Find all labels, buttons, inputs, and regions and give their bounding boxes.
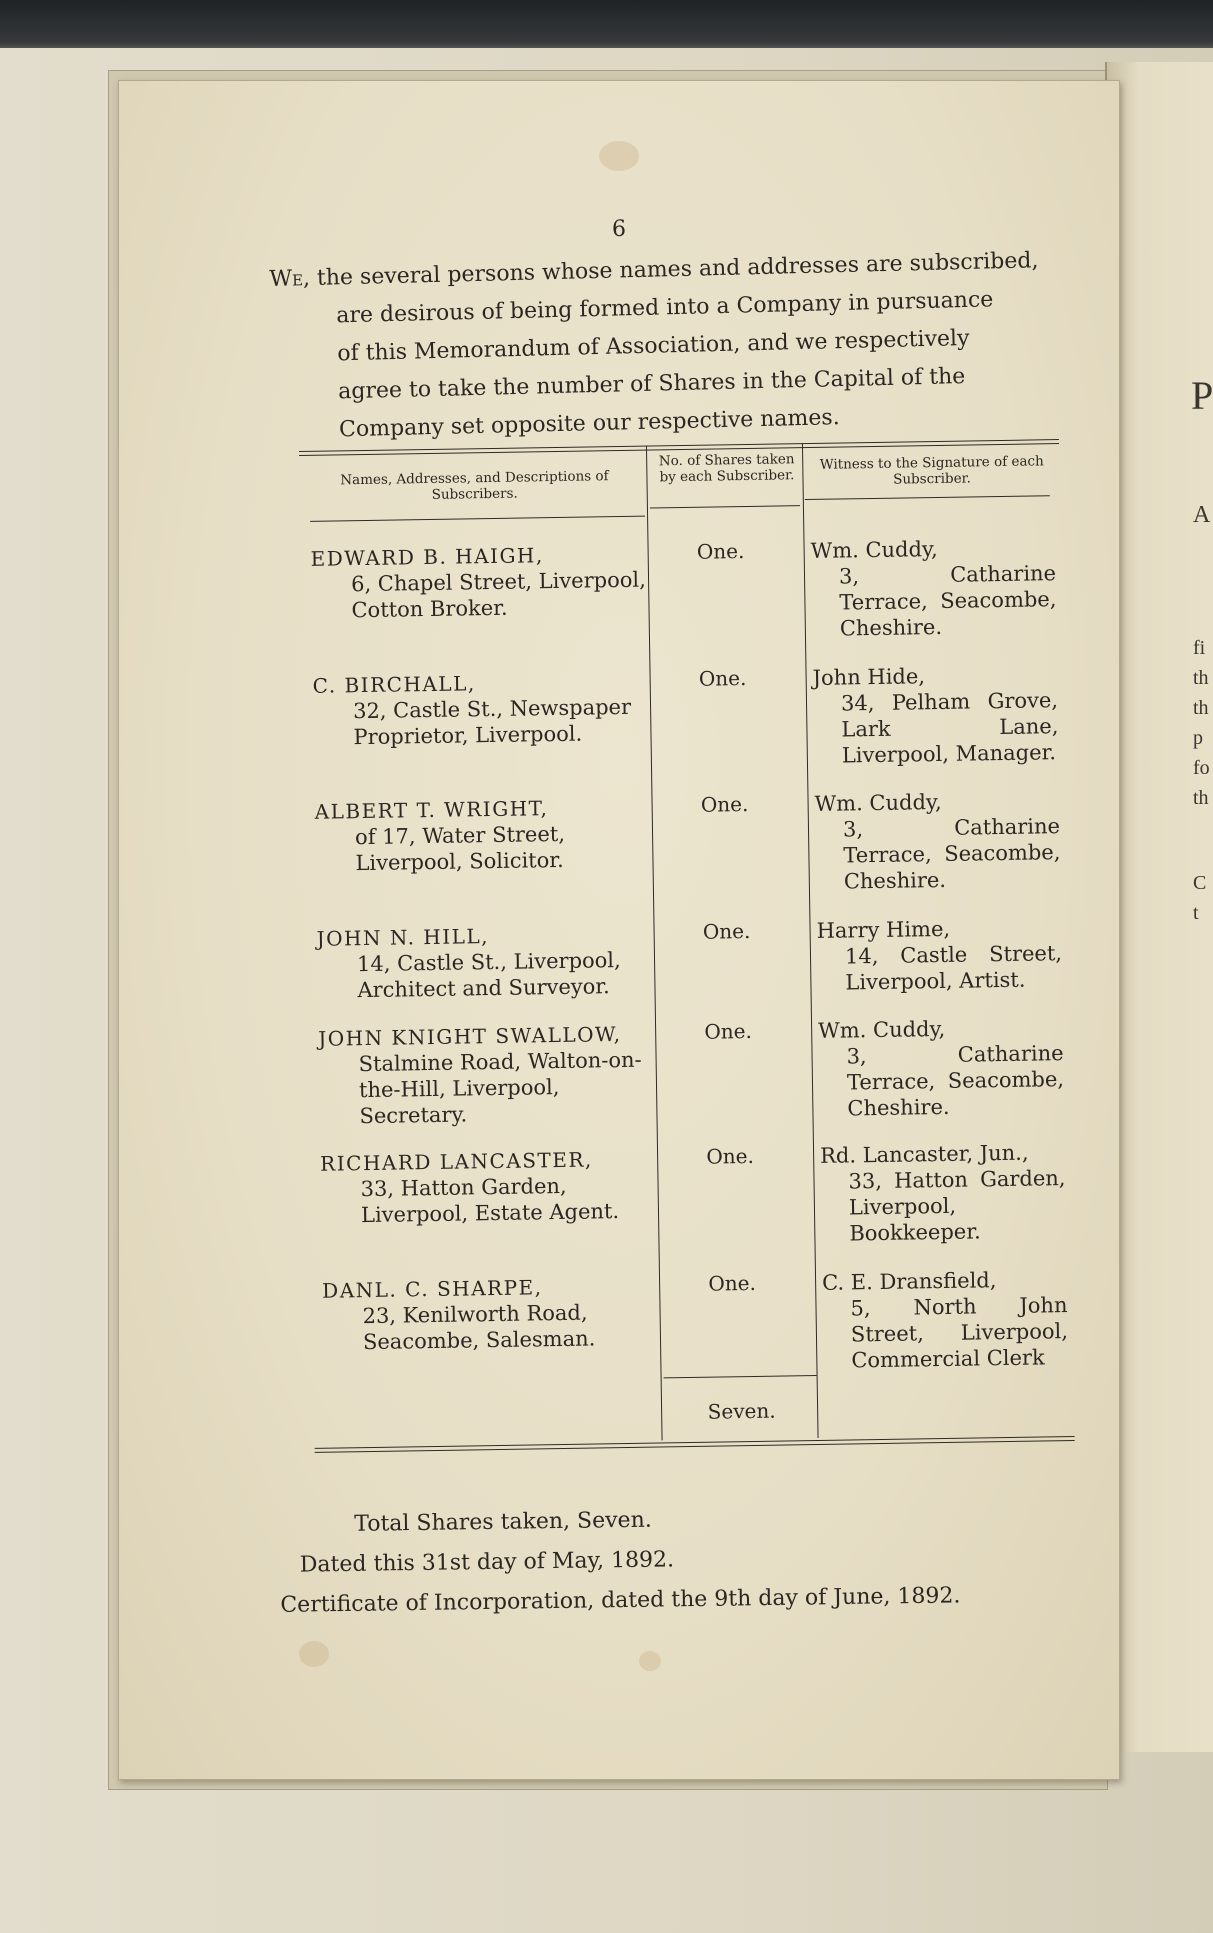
witness-address: 33, Hatton Garden, Liverpool, Bookkeeper. (848, 1166, 1066, 1246)
subscriber-cell (310, 541, 646, 624)
facing-page-fragment: C (1193, 872, 1207, 894)
facing-page-fragment: th (1193, 697, 1209, 719)
document-page (118, 80, 1120, 1780)
facing-page-fragment: fo (1193, 757, 1210, 779)
witness-address: 34, Pelham Grove, Lark Lane, Liverpool, Manager. (840, 688, 1059, 768)
total-shares-cell: Seven. (707, 1398, 776, 1424)
preamble-line: of this Memorandum of Association, and we respectively (336, 325, 970, 367)
certificate-line: Certificate of Incorporation, dated the 9th day of June, 1892. (280, 1583, 961, 1618)
witness-cell (818, 1014, 1065, 1122)
subscriber-cell (314, 794, 650, 877)
subscriber-cell (322, 1272, 658, 1355)
witness-name: Wm. Cuddy, (810, 536, 938, 563)
subscriber-address: Stalmine Road, Walton-on-the-Hill, Liverpool, Secretary. (358, 1047, 642, 1129)
subscriber-address: 14, Castle St., Liverpool, Architect and Surveyor. (356, 948, 621, 1003)
header-rule (805, 495, 1050, 500)
subscriber-cell (316, 921, 652, 1004)
preamble-text: the several persons whose names and addresses are subscribed, (316, 248, 1039, 291)
witness-cell (816, 914, 1062, 996)
total-shares-line: Total Shares taken, Seven. (354, 1507, 652, 1537)
subscriber-name: DANL. C. SHARPE, (322, 1275, 543, 1303)
shares-cell: One. (706, 1143, 755, 1169)
page-number: 6 (612, 217, 626, 242)
table-row (310, 1139, 1072, 1271)
table-bottom-rule (315, 1436, 1075, 1453)
witness-cell (814, 787, 1061, 895)
facing-page-fragment: th (1193, 787, 1209, 809)
subscriber-name: JOHN KNIGHT SWALLOW, (318, 1022, 622, 1051)
table-row (302, 661, 1064, 793)
shares-cell: One. (704, 1018, 753, 1044)
witness-cell (820, 1139, 1067, 1247)
shares-cell: One. (698, 666, 747, 691)
facing-page-fragment: fi (1193, 637, 1206, 659)
witness-name: C. E. Dransfield, (821, 1268, 997, 1295)
subscriber-address: of 17, Water Street, Liverpool, Solicitor. (354, 821, 566, 876)
stain (639, 1651, 661, 1671)
facing-page (1105, 62, 1213, 1752)
witness-name: Harry Hime, (816, 916, 951, 943)
subscriber-name: C. BIRCHALL, (312, 671, 476, 698)
footer (269, 1496, 991, 1626)
header-rule (650, 505, 800, 508)
witness-name: Wm. Cuddy, (817, 1016, 946, 1043)
shares-cell: One. (702, 918, 751, 944)
witness-cell (810, 534, 1057, 642)
table-row (308, 1014, 1070, 1146)
subscriber-cell (312, 668, 648, 751)
witness-cell (812, 661, 1059, 769)
subscriber-cell (318, 1021, 655, 1130)
subscriber-address: 33, Hatton Garden, Liverpool, Estate Agent. (360, 1173, 620, 1228)
witness-name: Wm. Cuddy, (814, 789, 942, 816)
header-witness: Witness to the Signature of each Subscriber. (819, 453, 1044, 488)
subscriber-cell (320, 1145, 656, 1228)
subscriber-name: EDWARD B. HAIGH, (310, 543, 544, 571)
shares-cell: One. (696, 539, 745, 564)
shares-cell: One. (700, 791, 749, 817)
facing-page-fragment: th (1193, 667, 1209, 689)
shares-cell: One. (708, 1270, 757, 1296)
table-row (304, 787, 1066, 919)
table-row (312, 1266, 1074, 1398)
subscriber-name: RICHARD LANCASTER, (320, 1147, 593, 1176)
witness-cell (822, 1266, 1069, 1374)
subscriber-address: 23, Kenilworth Road, Seacombe, Salesman. (362, 1300, 596, 1355)
subscriber-name: JOHN N. HILL, (316, 924, 490, 951)
witness-address: 3, Catharine Terrace, Seacombe, Cheshire. (842, 814, 1061, 894)
header-subscribers: Names, Addresses, and Descriptions of Subscribers. (340, 468, 609, 503)
preamble (269, 243, 1039, 451)
preamble-lead: We, (269, 266, 311, 292)
header-shares: No. of Shares taken by each Subscriber. (658, 451, 795, 486)
witness-address: 5, North John Street, Liverpool, Commercial Clerk (850, 1293, 1069, 1373)
table-row (300, 534, 1062, 666)
facing-page-fragment: t (1193, 902, 1199, 924)
facing-page-fragment: p (1193, 727, 1203, 749)
preamble-line: are desirous of being formed into a Company in pursuance (336, 287, 994, 329)
witness-name: John Hide, (812, 664, 926, 690)
witness-address: 3, Catharine Terrace, Seacombe, Cheshire. (838, 561, 1057, 641)
subscriber-address: 32, Castle St., Newspaper Proprietor, Liverpool. (352, 694, 632, 750)
stain (299, 1641, 329, 1667)
preamble-line: Company set opposite our respective names. (338, 405, 840, 443)
subscriber-name: ALBERT T. WRIGHT, (314, 796, 549, 824)
subscriber-address: 6, Chapel Street, Liverpool, Cotton Broker. (350, 567, 646, 623)
witness-address: 3, Catharine Terrace, Seacombe, Cheshire. (846, 1041, 1065, 1121)
preamble-line: agree to take the number of Shares in the Capital of the (337, 364, 966, 405)
header-rule (310, 516, 645, 522)
witness-name: Rd. Lancaster, Jun., (819, 1140, 1029, 1168)
facing-page-fragment: A (1193, 502, 1211, 528)
subscribers-table (299, 439, 1075, 1481)
stain (599, 141, 639, 171)
witness-address: 14, Castle Street, Liverpool, Artist. (844, 941, 1063, 995)
dated-line: Dated this 31st day of May, 1892. (299, 1547, 675, 1578)
facing-page-fragment: P (1191, 373, 1213, 418)
